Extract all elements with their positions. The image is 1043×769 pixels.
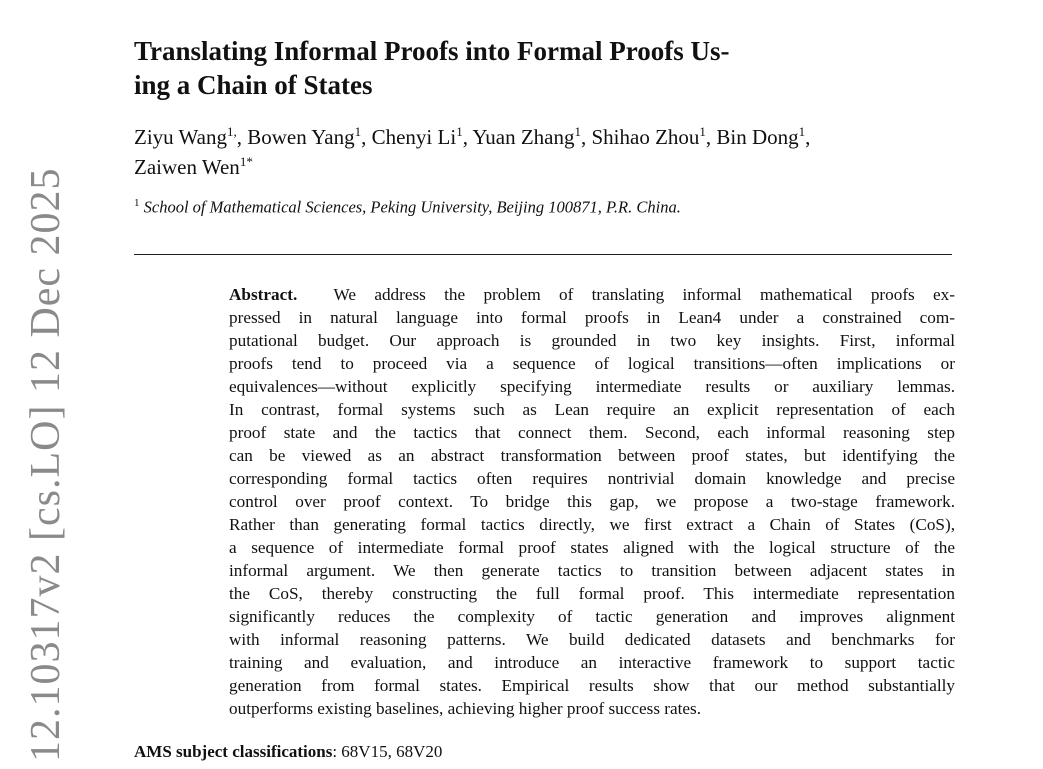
author: Bin Dong$^1$ xyxy=(716,124,806,149)
abstract-label: Abstract. xyxy=(229,285,298,304)
author: Zaiwen Wen$^{1*}$ xyxy=(134,154,253,179)
abstract-line: Abstract. We address the problem of translating informal mathematical proofs ex- xyxy=(229,285,955,304)
abstract-line: Rather than generating formal tactics directly, we first extract a Chain of States (CoS), xyxy=(229,515,955,534)
arxiv-identifier-stamp: 12.10317v2 [cs.LO] 12 Dec 2025 xyxy=(23,167,69,762)
author: Chenyi Li$^1$ xyxy=(371,124,463,149)
abstract-line: corresponding formal tactics often requires nontrivial domain knowledge and precise xyxy=(229,469,955,488)
paper-title xyxy=(134,34,814,102)
abstract-line: can be viewed as an abstract transformation between proof states, but identifying the xyxy=(229,446,955,465)
header-divider xyxy=(134,254,952,255)
abstract-line: equivalences—without explicitly specifying intermediate results or auxiliary lemmas. xyxy=(229,377,955,396)
abstract-line: a sequence of intermediate formal proof states aligned with the logical structure of the xyxy=(229,538,955,557)
author: Yuan Zhang$^1$ xyxy=(472,124,581,149)
abstract xyxy=(229,283,955,720)
abstract-line: significantly reduces the complexity of tactic generation and improves alignment xyxy=(229,607,955,626)
author: Ziyu Wang$^{1,}$ xyxy=(134,124,237,149)
abstract-line: control over proof context. To bridge this gap, we propose a two-stage framework. xyxy=(229,492,955,511)
abstract-line: informal argument. We then generate tactics to transition between adjacent states in xyxy=(229,561,955,580)
abstract-line: training and evaluation, and introduce an interactive framework to support tactic xyxy=(229,653,955,672)
author: Bowen Yang$^1$ xyxy=(247,124,362,149)
abstract-line: putational budget. Our approach is grounded in two key insights. First, informal xyxy=(229,331,955,350)
abstract-line: the CoS, thereby constructing the full formal proof. This intermediate representation xyxy=(229,584,955,603)
abstract-line: with informal reasoning patterns. We build dedicated datasets and benchmarks for xyxy=(229,630,955,649)
title-line: Translating Informal Proofs into Formal Proofs Us- xyxy=(134,36,730,66)
ams-label: AMS subject classifications xyxy=(134,742,333,761)
abstract-line: proofs tend to proceed via a sequence of logical transitions—often implications or xyxy=(229,354,955,373)
title-line: ing a Chain of States xyxy=(134,70,373,100)
abstract-line: proof state and the tactics that connect them. Second, each informal reasoning step xyxy=(229,423,955,442)
author: Shihao Zhou$^1$ xyxy=(591,124,706,149)
abstract-line: outperforms existing baselines, achieving higher proof success rates. xyxy=(229,699,702,718)
affiliation: $^1$ School of Mathematical Sciences, Peking University, Beijing 100871, P.R. China. xyxy=(134,197,681,217)
author-list: Ziyu Wang$^{1,}$, Bowen Yang$^1$, Chenyi Li$^1$, Yuan Zhang$^1$, Shihao Zhou$^1$, Bin Dong$^1$, Zaiwen Wen$^{1*}$ xyxy=(134,124,811,179)
abstract-line: In contrast, formal systems such as Lean require an explicit representation of each xyxy=(229,400,955,419)
ams-value: : 68V15, 68V20 xyxy=(332,742,443,761)
abstract-line: pressed in natural language into formal proofs in Lean4 under a constrained com- xyxy=(229,308,955,327)
abstract-line: generation from formal states. Empirical results show that our method substantially xyxy=(229,676,955,695)
ams-classifications xyxy=(134,740,442,764)
